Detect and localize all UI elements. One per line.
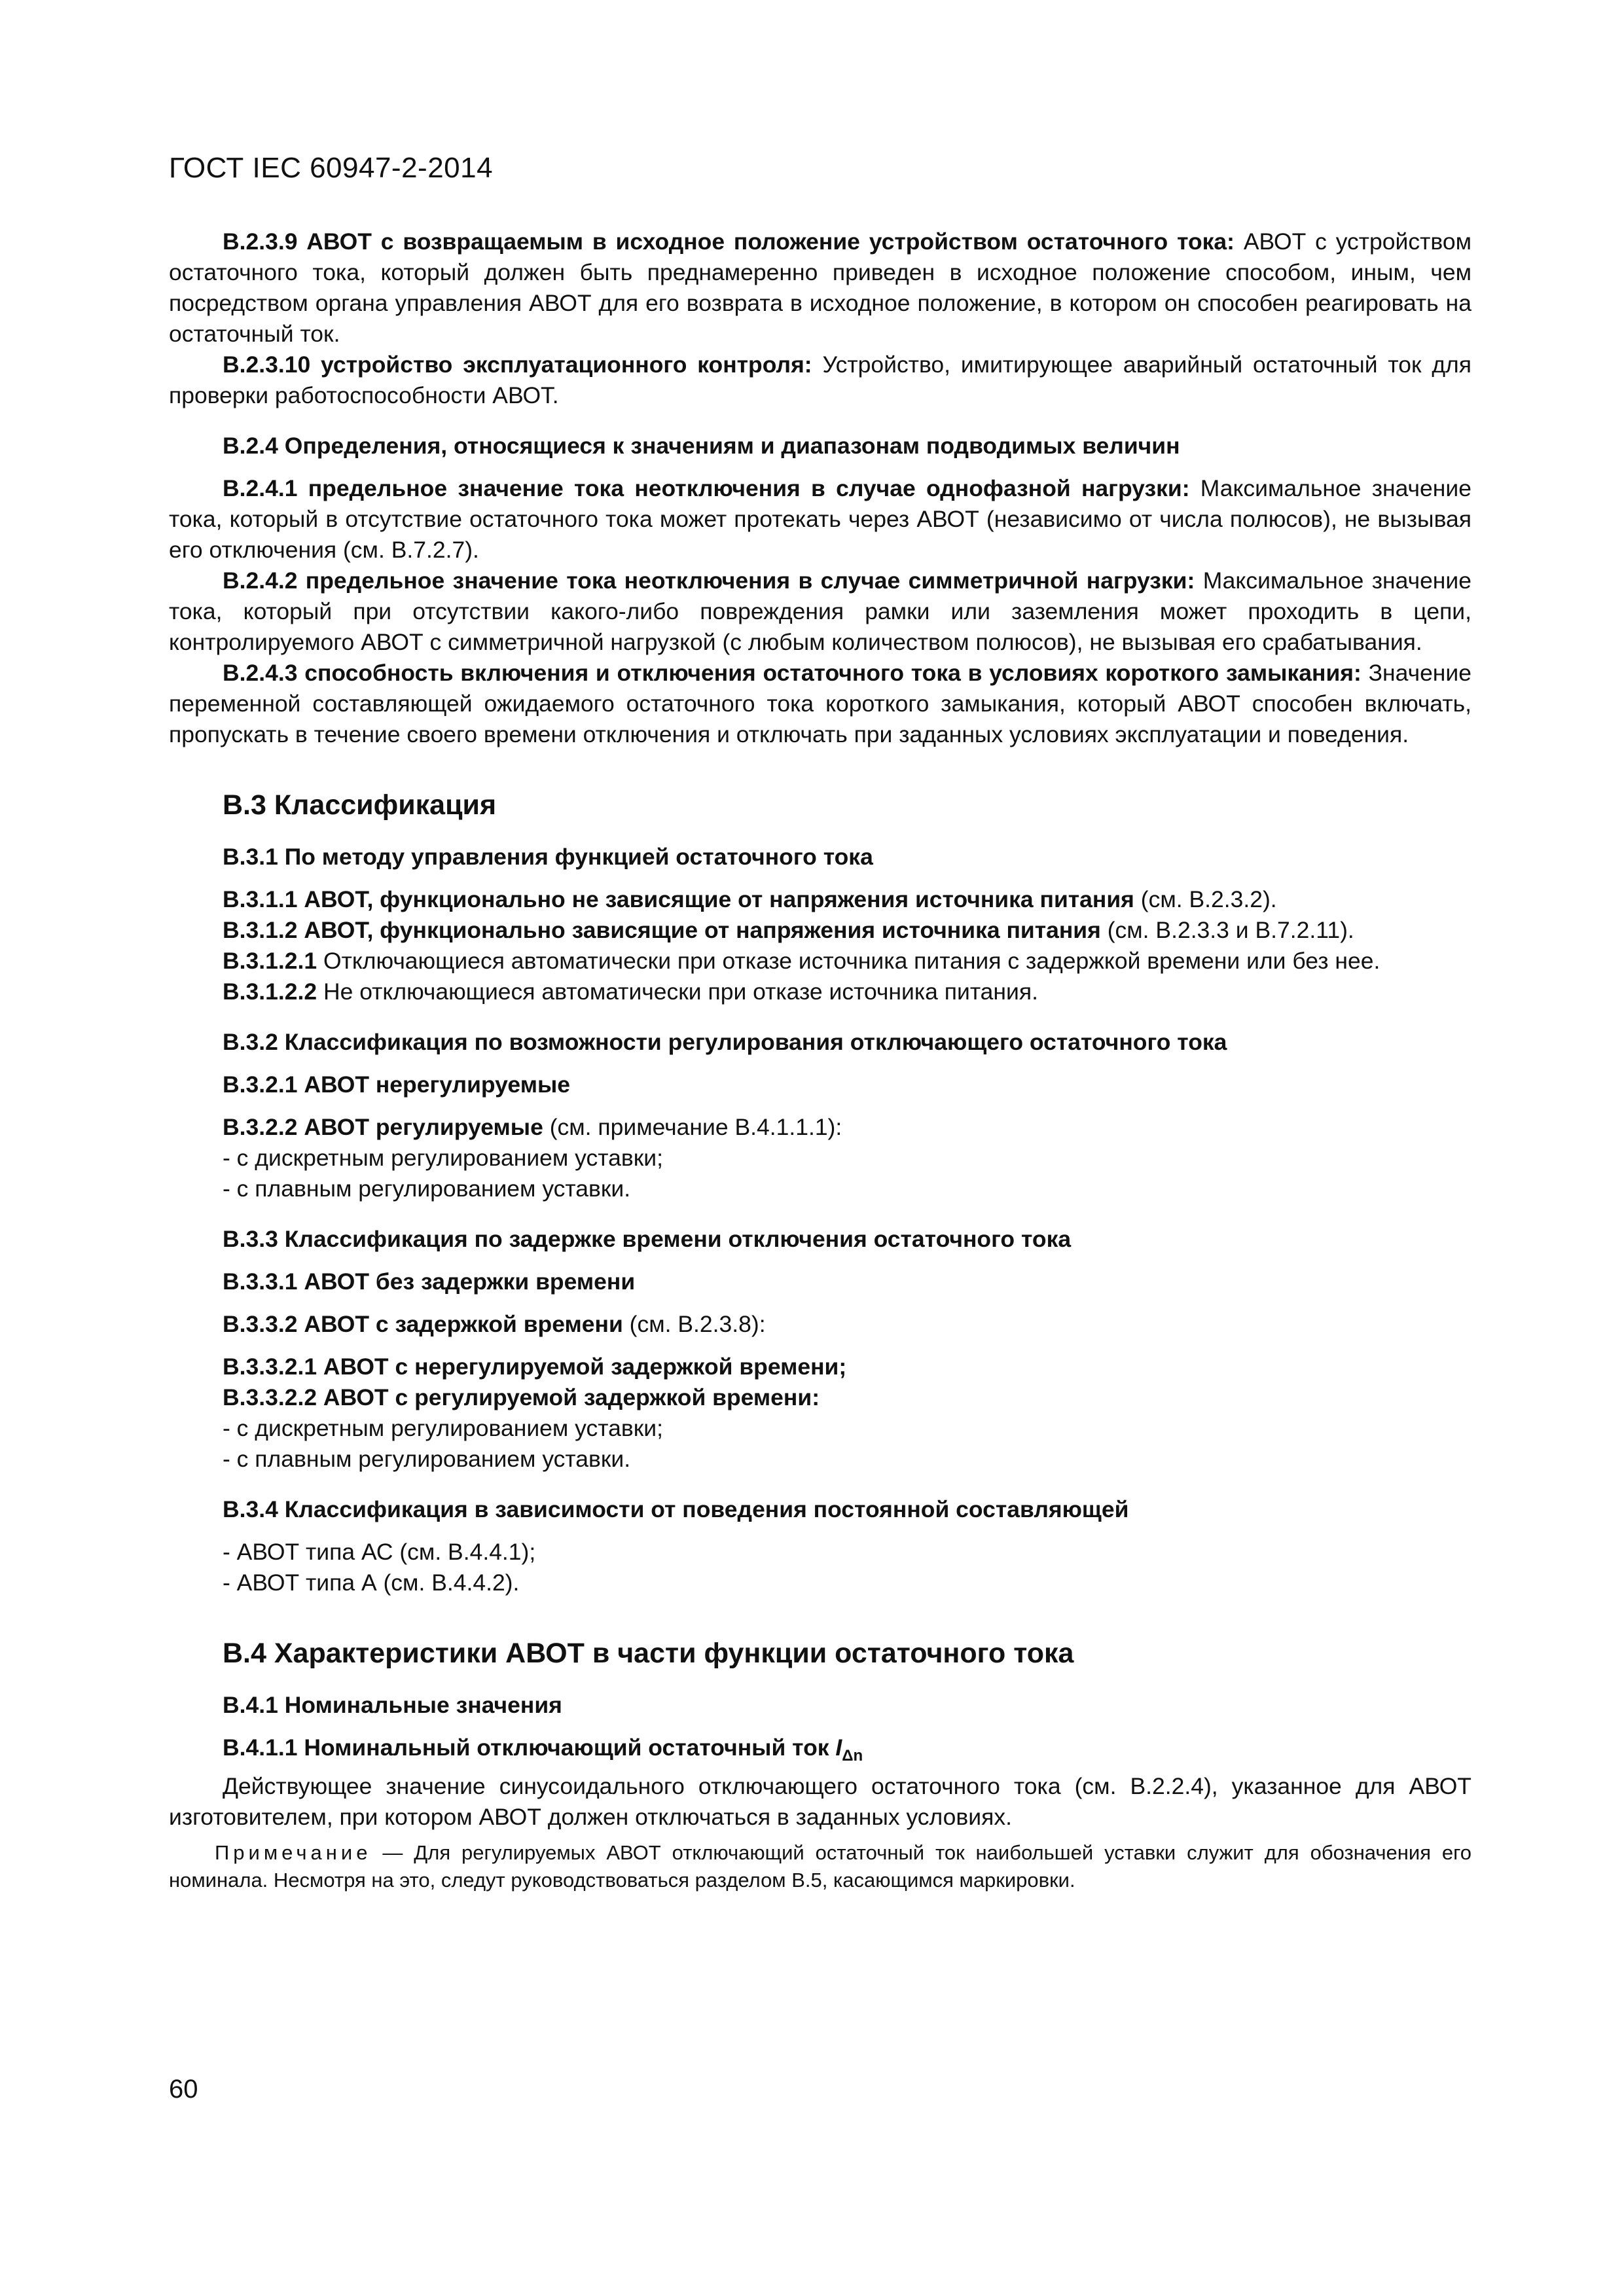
clause-term: B.3.2.2 АВОТ регулируемые — [223, 1114, 543, 1140]
note-text: — Для регулируемых АВОТ отключающий остаточный ток наибольшей уставки служит для обозначения его номинала. Несмотря на это, следут руководствоваться разделом B.5, касающимся маркировки. — [169, 1841, 1471, 1892]
clause-b241 — [169, 473, 1471, 565]
section-heading-b4: B.4 Характеристики АВОТ в части функции остаточного тока — [223, 1638, 1074, 1669]
heading-b24: B.2.4 Определения, относящиеся к значениям и диапазонам подводимых величин — [223, 433, 1180, 459]
clause-term: B.2.3.10 устройство эксплуатационного контроля: — [223, 351, 812, 378]
heading-b3321: B.3.3.2.1 АВОТ с нерегулируемой задержкой времени; — [223, 1354, 847, 1380]
heading-b32: B.3.2 Классификация по возможности регулирования отключающего остаточного тока — [223, 1029, 1227, 1055]
list-item: - с плавным регулированием уставки. — [223, 1446, 631, 1472]
clause-term: B.2.4.1 предельное значение тока неотключения в случае однофазной нагрузки: — [223, 475, 1190, 501]
clause-term: B.2.3.9 АВОТ с возвращаемым в исходное положение устройством остаточного тока: — [223, 228, 1235, 255]
clause-b239 — [169, 226, 1471, 350]
clause-text: Не отключающиеся автоматически при отказе источника питания. — [323, 978, 1038, 1005]
clause-b242 — [169, 565, 1471, 658]
clause-term: B.3.1.2 АВОТ, функционально зависящие от напряжения источника питания — [223, 917, 1101, 943]
clause-term: B.3.3.2 АВОТ с задержкой времени — [223, 1311, 623, 1337]
clause-text: Значение переменной составляющей ожидаемого остаточного тока короткого замыкания, который АВОТ способен включать, пропускать в течение своего времени отключения и отключать при заданных условиях эксплуатации и поведения. — [169, 660, 1471, 747]
clause-b322 — [169, 1112, 1471, 1143]
clause-text: Максимальное значение тока, который в отсутствие остаточного тока может протекать через АВОТ (независимо от числа полюсов), не вызывая его отключения (см. B.7.2.7). — [169, 475, 1471, 563]
heading-b321: B.3.2.1 АВОТ нерегулируемые — [223, 1071, 571, 1098]
clause-text: (см. примечание B.4.1.1.1): — [549, 1114, 842, 1140]
page-number: 60 — [169, 2075, 198, 2104]
note — [169, 1839, 1471, 1894]
clause-b243 — [169, 658, 1471, 750]
page-content — [169, 226, 1471, 1894]
clause-b3121 — [169, 946, 1471, 977]
current-symbol-subscript: Δn — [842, 1747, 863, 1765]
clause-b411-text: Действующее значение синусоидального отключающего остаточного тока (см. B.2.2.4), указанное для АВОТ изготовителем, при котором АВОТ должен отключаться в заданных условиях. — [169, 1773, 1471, 1830]
clause-text: АВОТ с устройством остаточного тока, который должен быть преднамеренно приведен в исходное положение способом, иным, чем посредством органа управления АВОТ для его возврата в исходное положение, в котором он способен реагировать на остаточный ток. — [169, 228, 1471, 347]
clause-b2310 — [169, 350, 1471, 411]
heading-b33: B.3.3 Классификация по задержке времени отключения остаточного тока — [223, 1226, 1072, 1252]
clause-term: B.2.4.2 предельное значение тока неотключения в случае симметричной нагрузки: — [223, 567, 1195, 594]
clause-b312 — [169, 915, 1471, 946]
document-header: ГОСТ IEC 60947-2-2014 — [169, 152, 494, 184]
clause-term: B.3.1.2.2 — [223, 978, 317, 1005]
clause-text: Максимальное значение тока, который при отсутствии какого-либо повреждения рамки или заземления может проходить в цепи, контролируемого АВОТ с симметричной нагрузкой (с любым количеством полюсов), не вызывая его срабатывания. — [169, 567, 1471, 655]
heading-b31: B.3.1 По методу управления функцией остаточного тока — [223, 844, 873, 870]
list-item: - с дискретным регулированием уставки; — [223, 1415, 663, 1441]
heading-b331: B.3.3.1 АВОТ без задержки времени — [223, 1268, 636, 1295]
clause-text: Устройство, имитирующее аварийный остаточный ток для проверки работоспособности АВОТ. — [169, 351, 1471, 408]
list-item: - АВОТ типа АС (см. B.4.4.1); — [223, 1539, 536, 1565]
clause-term: B.3.1.2.1 — [223, 948, 317, 974]
list-item: - АВОТ типа А (см. B.4.4.2). — [223, 1570, 520, 1596]
current-symbol: I — [835, 1734, 842, 1761]
clause-b332 — [169, 1309, 1471, 1340]
heading-b3322: B.3.3.2.2 АВОТ с регулируемой задержкой времени: — [223, 1384, 820, 1410]
section-heading-b3: B.3 Классификация — [223, 789, 497, 821]
list-item: - с плавным регулированием уставки. — [223, 1175, 631, 1202]
heading-text: B.4.1.1 Номинальный отключающий остаточный ток — [223, 1734, 829, 1761]
heading-b41: B.4.1 Номинальные значения — [223, 1692, 562, 1718]
clause-term: B.2.4.3 способность включения и отключения остаточного тока в условиях короткого замыкания: — [223, 660, 1362, 686]
clause-b311 — [169, 884, 1471, 915]
note-label: Примечание — [215, 1841, 372, 1864]
clause-b3122 — [169, 977, 1471, 1007]
clause-text: (см. B.2.3.8): — [629, 1311, 766, 1337]
heading-b34: B.3.4 Классификация в зависимости от поведения постоянной составляющей — [223, 1496, 1129, 1522]
clause-text: (см. B.2.3.2). — [1140, 886, 1277, 912]
list-item: - с дискретным регулированием уставки; — [223, 1145, 663, 1171]
heading-b411 — [169, 1732, 1471, 1771]
clause-text: (см. B.2.3.3 и B.7.2.11). — [1107, 917, 1354, 943]
clause-text: Отключающиеся автоматически при отказе источника питания с задержкой времени или без нее. — [323, 948, 1380, 974]
clause-term: B.3.1.1 АВОТ, функционально не зависящие от напряжения источника питания — [223, 886, 1134, 912]
